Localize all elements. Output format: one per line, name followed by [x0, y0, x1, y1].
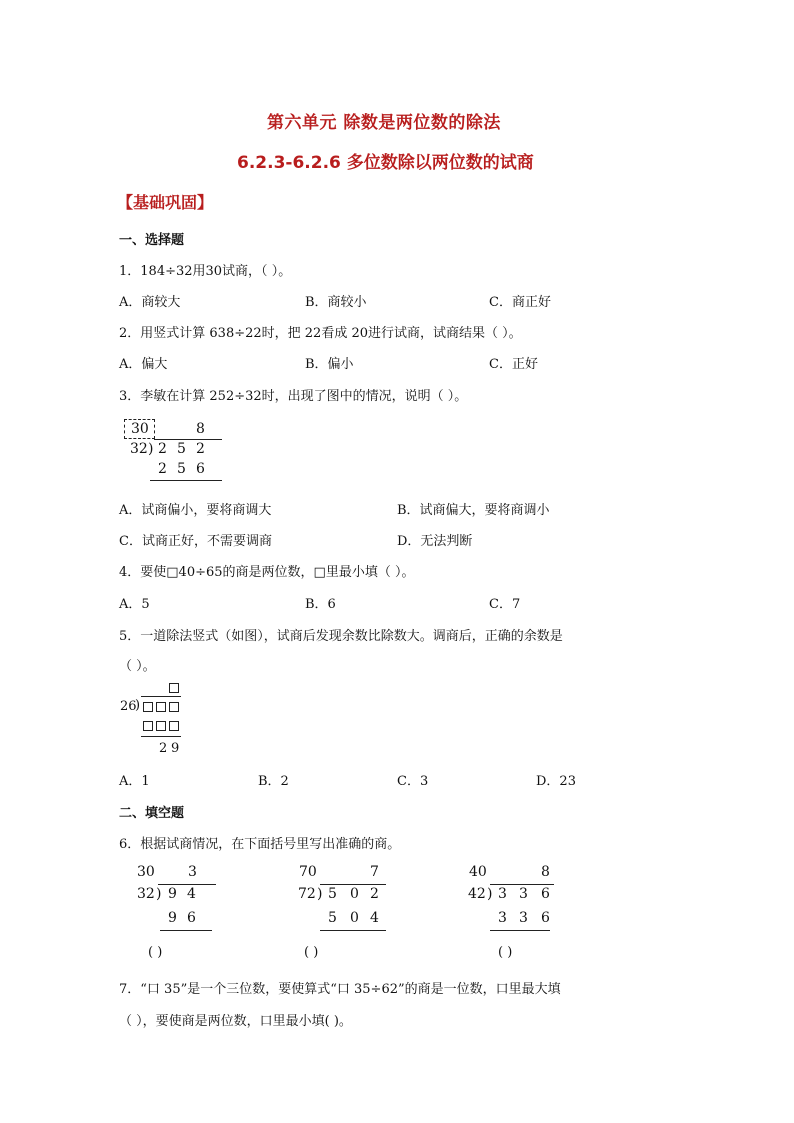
q6-fig3-product-digit: 3: [498, 910, 507, 926]
q5-text-line1: 5．一道除法竖式（如图），试商后发现余数比除数大。调商后，正确的余数是: [119, 629, 563, 644]
q6-fig2-quotient: 7: [370, 864, 379, 880]
q6-fig2-subtraction-line: [320, 930, 386, 931]
q7-text-line2: （ ），要使商是两位数，口里最小填( )。: [119, 1014, 352, 1029]
q6-text: 6．根据试商情况，在下面括号里写出准确的商。: [119, 837, 401, 852]
q6-fig1-divisor: 32: [137, 886, 155, 902]
q5-text-line2: （ ）。: [119, 659, 156, 674]
q3-product-digit: 2: [158, 461, 167, 477]
q6-fig3-dividend-digit: 3: [519, 886, 528, 902]
q3-bracket: ): [148, 441, 154, 457]
q6-fig3-subtraction-line: [490, 930, 550, 931]
q5-remainder-digit: 9: [171, 741, 180, 756]
part1-heading: 一、选择题: [119, 233, 185, 248]
q5-dividend-box: [143, 702, 153, 712]
q6-fig2-dividend-digit: 0: [350, 886, 359, 902]
q5-quotient-box: [169, 683, 179, 693]
q6-fig2-answer-blank[interactable]: ( ): [304, 945, 319, 960]
q6-fig2-bracket: ): [317, 886, 323, 902]
q6-fig2-product-digit: 5: [328, 910, 337, 926]
q3-text: 3．李敏在计算 252÷32时，出现了图中的情况，说明（ ）。: [119, 389, 468, 404]
q5-product-box: [143, 721, 153, 731]
q3-option-b[interactable]: B．试商偏大，要将商调小: [397, 503, 550, 518]
q5-divisor: 26: [120, 699, 137, 714]
q5-option-a[interactable]: A．1: [119, 774, 150, 789]
q6-fig1-answer-blank[interactable]: ( ): [148, 945, 163, 960]
q6-fig1-dividend-digit: 4: [187, 886, 196, 902]
q3-product-digit: 5: [177, 461, 186, 477]
unit-title: 第六单元 除数是两位数的除法: [267, 113, 501, 133]
q3-trial-quotient: 30: [131, 421, 149, 437]
q6-fig3-product-digit: 6: [541, 910, 550, 926]
q3-option-d[interactable]: D．无法判断: [397, 534, 473, 549]
q6-fig3-dividend-digit: 6: [541, 886, 550, 902]
q6-fig3-quotient: 8: [541, 864, 550, 880]
q3-dividend-digit: 2: [158, 441, 167, 457]
q5-option-b[interactable]: B．2: [258, 774, 289, 789]
q2-option-c[interactable]: C．正好: [489, 357, 538, 372]
q5-dividend-box: [156, 702, 166, 712]
q6-fig3-trial: 40: [469, 864, 487, 880]
q6-fig1-subtraction-line: [160, 930, 212, 931]
q5-product-box: [156, 721, 166, 731]
q5-dividend-box: [169, 702, 179, 712]
q1-option-c[interactable]: C．商正好: [489, 295, 551, 310]
q6-fig2-divisor: 72: [298, 886, 316, 902]
q6-fig3-answer-blank[interactable]: ( ): [498, 945, 513, 960]
q4-option-b[interactable]: B．6: [305, 597, 336, 612]
q5-option-d[interactable]: D．23: [536, 774, 576, 789]
q4-option-a[interactable]: A．5: [119, 597, 150, 612]
q4-text: 4．要使□40÷65的商是两位数，□里最小填（ ）。: [119, 565, 415, 580]
q6-fig2-dividend-digit: 5: [328, 886, 337, 902]
section-label: 【基础巩固】: [117, 193, 214, 212]
q6-fig1-quotient: 3: [188, 864, 197, 880]
q4-option-c[interactable]: C．7: [489, 597, 521, 612]
q3-dividend-digit: 2: [196, 441, 205, 457]
q2-option-b[interactable]: B．偏小: [305, 357, 354, 372]
q5-division-bar: [141, 696, 181, 697]
q3-divisor: 32: [130, 441, 148, 457]
q1-option-a[interactable]: A．商较大: [119, 295, 181, 310]
q7-text-line1: 7．“口 35”是一个三位数，要使算式“口 35÷62”的商是一位数，口里最大填: [119, 982, 561, 997]
q5-remainder-digit: 2: [159, 741, 168, 756]
q1-option-b[interactable]: B．商较小: [305, 295, 367, 310]
q6-fig1-product-digit: 6: [187, 910, 196, 926]
q6-fig3-divisor: 42: [468, 886, 486, 902]
q6-fig3-bracket: ): [487, 886, 493, 902]
q2-option-a[interactable]: A．偏大: [119, 357, 168, 372]
q3-dividend-digit: 5: [177, 441, 186, 457]
q6-fig1-dividend-digit: 9: [168, 886, 177, 902]
q3-quotient: 8: [196, 421, 205, 437]
part2-heading: 二、填空题: [119, 806, 185, 821]
q3-subtraction-line: [150, 480, 222, 481]
q6-fig2-trial: 70: [299, 864, 317, 880]
q6-fig2-dividend-digit: 2: [370, 886, 379, 902]
q6-fig3-dividend-digit: 3: [498, 886, 507, 902]
q2-text: 2．用竖式计算 638÷22时，把 22看成 20进行试商，试商结果（ ）。: [119, 326, 522, 341]
q6-fig1-trial: 30: [137, 864, 155, 880]
q1-text: 1．184÷32用30试商，（ ）。: [119, 264, 292, 279]
q3-option-a[interactable]: A．试商偏小，要将商调大: [119, 503, 272, 518]
q6-fig1-bracket: ): [156, 886, 162, 902]
q6-fig1-product-digit: 9: [168, 910, 177, 926]
q6-fig3-product-digit: 3: [519, 910, 528, 926]
q5-subtraction-line: [141, 736, 181, 737]
lesson-title: 6.2.3-6.2.6 多位数除以两位数的试商: [237, 153, 534, 173]
q5-option-c[interactable]: C．3: [397, 774, 429, 789]
q5-product-box: [169, 721, 179, 731]
q6-fig2-product-digit: 4: [370, 910, 379, 926]
q5-bracket: ): [135, 698, 141, 713]
q3-option-c[interactable]: C．试商正好，不需要调商: [119, 534, 272, 549]
q6-fig2-product-digit: 0: [350, 910, 359, 926]
q3-product-digit: 6: [196, 461, 205, 477]
